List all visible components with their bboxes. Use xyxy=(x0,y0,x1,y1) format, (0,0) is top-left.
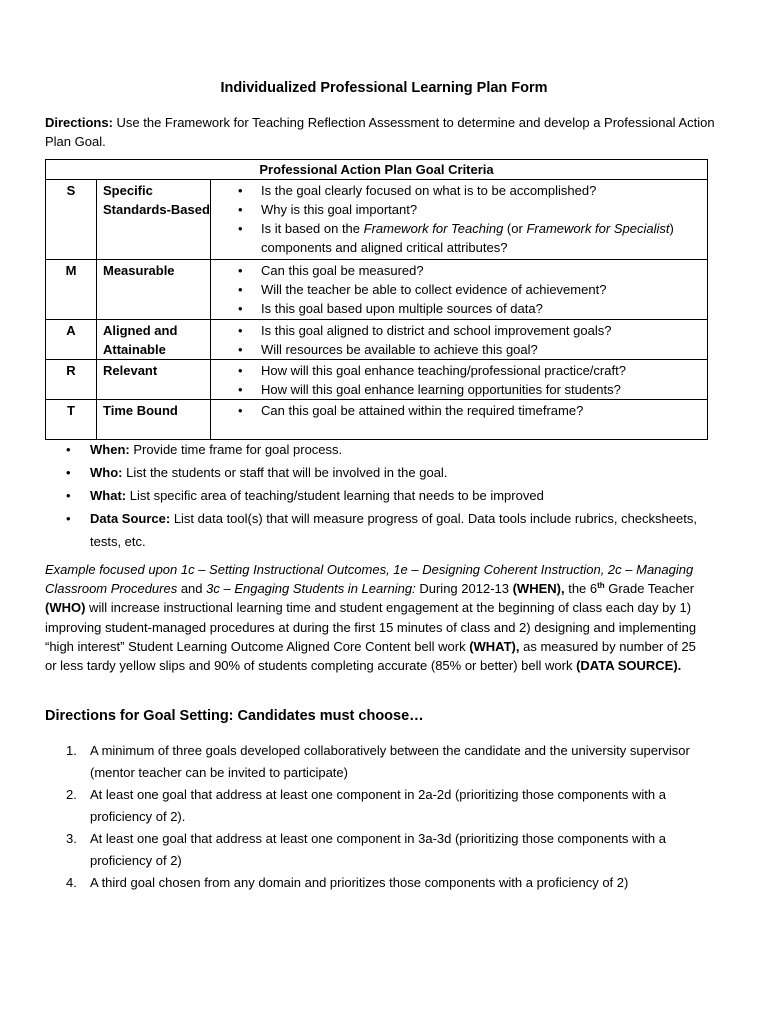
example-keyword: (DATA SOURCE). xyxy=(576,658,682,674)
list-number: 4. xyxy=(66,875,77,890)
definitions-list xyxy=(45,438,725,553)
question-item: • Is this goal based upon multiple sources of data? xyxy=(211,299,707,318)
example-intro: 3c – Engaging Students in Learning: xyxy=(206,581,416,597)
criterion-letter: M xyxy=(46,260,97,320)
list-number: 2. xyxy=(66,787,77,802)
list-number: 3. xyxy=(66,831,77,846)
criterion-letter: S xyxy=(46,180,97,260)
example-text: the 6 xyxy=(564,581,598,597)
definition-label: Data Source: xyxy=(90,511,171,526)
list-item xyxy=(45,784,715,828)
question-item: • Can this goal be attained within the required timeframe? xyxy=(211,401,707,420)
question-item: • Why is this goal important? xyxy=(211,200,707,219)
table-header: Professional Action Plan Goal Criteria xyxy=(46,160,708,180)
criterion-letter: T xyxy=(46,400,97,440)
question-part-italic: Framework for Specialist xyxy=(526,221,670,236)
criterion-questions xyxy=(211,260,708,320)
question-part-italic: Framework for Teaching xyxy=(363,221,504,236)
question-item: • How will this goal enhance learning opportunities for students? xyxy=(211,380,707,399)
ordinal-suffix: th xyxy=(597,581,605,591)
criterion-questions xyxy=(211,400,708,440)
list-item xyxy=(45,740,715,784)
page-title: Individualized Professional Learning Plan Form xyxy=(220,80,548,96)
list-item-text: A third goal chosen from any domain and prioritizes those components with a proficiency of 2) xyxy=(90,875,629,890)
definition-label: When: xyxy=(90,442,130,457)
criterion-name: Relevant xyxy=(97,360,211,400)
question-item xyxy=(211,219,707,257)
question-item: • Is the goal clearly focused on what is to be accomplished? xyxy=(211,181,707,200)
question-item: • Will the teacher be able to collect evidence of achievement? xyxy=(211,280,707,299)
criterion-questions xyxy=(211,180,708,260)
question-part: ) components and aligned critical attributes? xyxy=(261,221,674,255)
criterion-letter: R xyxy=(46,360,97,400)
definition-label: What: xyxy=(90,488,127,503)
example-text: will increase instructional learning time and student engagement at the beginning of class each day by 1) improving student-managed procedures at during the first 15 minutes of class and 2) designing and implementing “high interest” Student Learning Outcome Aligned Core Content bell work xyxy=(45,600,697,654)
list-item xyxy=(45,484,725,507)
question-item: • Is this goal aligned to district and school improvement goals? xyxy=(211,321,707,340)
table-row xyxy=(46,400,708,440)
criterion-questions xyxy=(211,320,708,360)
criterion-questions xyxy=(211,360,708,400)
list-item-text: At least one goal that address at least one component in 2a-2d (prioritizing those components with a proficiency of 2). xyxy=(90,787,666,824)
table-row xyxy=(46,360,708,400)
list-item xyxy=(45,828,715,872)
goal-setting-list xyxy=(45,740,715,894)
goal-setting-heading: Directions for Goal Setting: Candidates must choose… xyxy=(45,708,424,724)
table-row xyxy=(46,260,708,320)
directions-paragraph xyxy=(45,113,725,151)
example-keyword: (WHAT), xyxy=(469,638,520,654)
list-item xyxy=(45,872,715,894)
definition-label: Who: xyxy=(90,465,123,480)
directions-label: Directions: xyxy=(45,115,113,130)
example-intro: Example focused upon 1c – Setting Instructional Outcomes, 1e – Designing Coherent Instruction, 2c – Managing Classroom Procedures xyxy=(45,562,694,597)
list-item xyxy=(45,507,725,553)
definition-text: List specific area of teaching/student learning that needs to be improved xyxy=(126,488,544,503)
example-text: Grade Teacher xyxy=(604,581,695,597)
criterion-name: Measurable xyxy=(97,260,211,320)
example-keyword: (WHO) xyxy=(45,600,86,616)
example-text: as measured by number of 25 or less tardy yellow slips and 90% of students completing accurate (85% or better) bell work xyxy=(45,638,696,674)
list-item xyxy=(45,438,725,461)
table-header-row xyxy=(46,160,708,180)
directions-text: Use the Framework for Teaching Reflection Assessment to determine and develop a Professional Action Plan Goal. xyxy=(45,115,715,149)
example-paragraph xyxy=(45,560,710,675)
criterion-name: Time Bound xyxy=(97,400,211,440)
list-item-text: A minimum of three goals developed collaboratively between the candidate and the university supervisor (mentor teacher can be invited to participate) xyxy=(90,743,690,780)
list-number: 1. xyxy=(66,743,77,758)
example-text: During 2012-13 xyxy=(415,581,513,597)
criterion-letter: A xyxy=(46,320,97,360)
example-text: and xyxy=(177,581,207,597)
question-part: Is it based on the xyxy=(261,221,364,236)
question-item: • Can this goal be measured? xyxy=(211,261,707,280)
definition-text: Provide time frame for goal process. xyxy=(129,442,343,457)
list-item xyxy=(45,461,725,484)
question-item: • Will resources be available to achieve this goal? xyxy=(211,340,707,359)
definition-text: List the students or staff that will be involved in the goal. xyxy=(122,465,448,480)
table-row xyxy=(46,320,708,360)
example-keyword: (WHEN), xyxy=(512,581,565,597)
list-item-text: At least one goal that address at least one component in 3a-3d (prioritizing those components with a proficiency of 2) xyxy=(90,831,666,868)
definition-text: List data tool(s) that will measure progress of goal. Data tools include rubrics, checksheets, tests, etc. xyxy=(90,511,697,549)
criterion-name: Specific Standards-Based xyxy=(97,180,211,260)
criterion-name: Aligned and Attainable xyxy=(97,320,211,360)
question-item: • How will this goal enhance teaching/professional practice/craft? xyxy=(211,361,707,380)
goal-criteria-table xyxy=(45,159,708,440)
question-part: (or xyxy=(503,221,527,236)
table-row xyxy=(46,180,708,260)
